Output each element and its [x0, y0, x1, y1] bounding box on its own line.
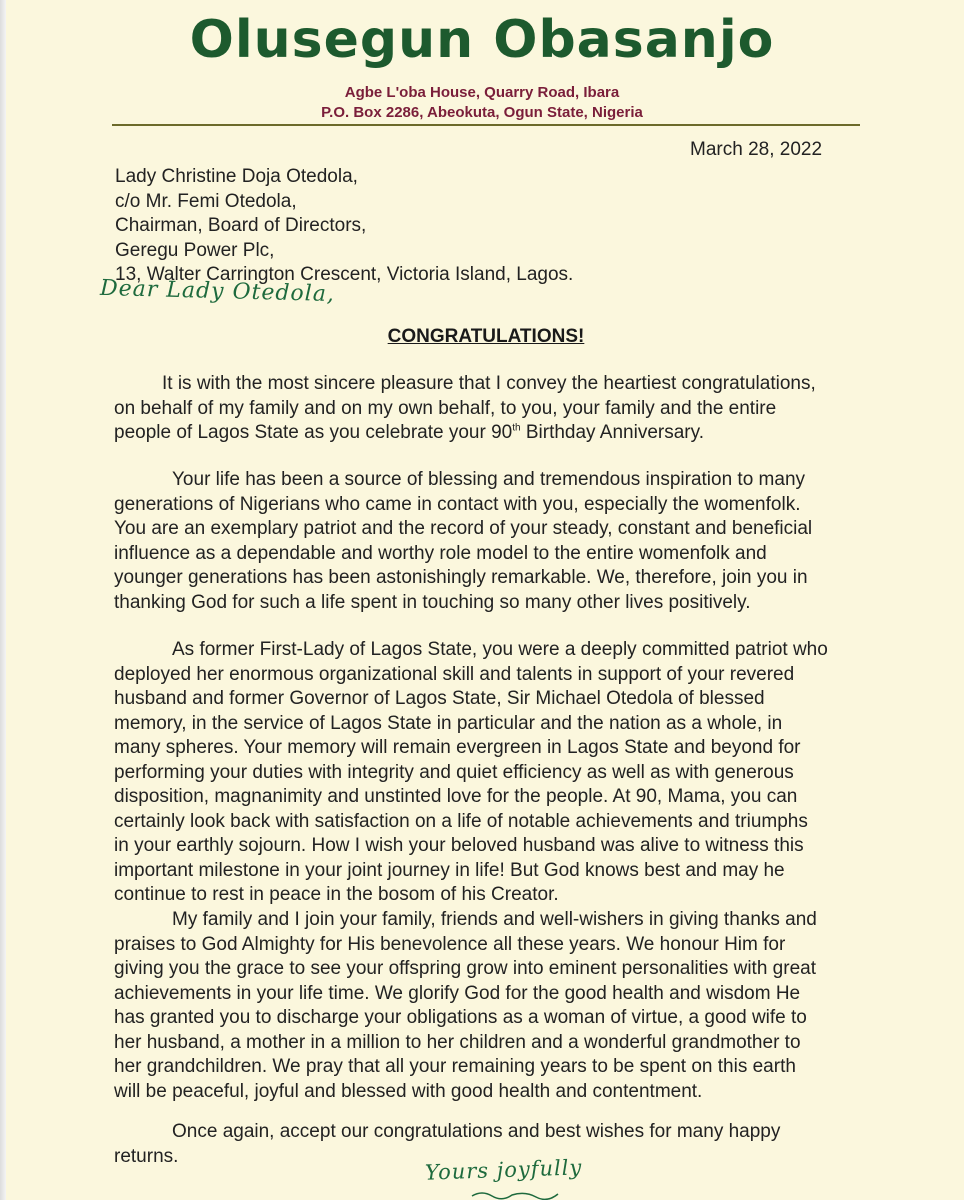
- recipient-line: 13, Walter Carrington Crescent, Victoria Island, Lagos.: [115, 264, 574, 286]
- paragraph-2: [114, 468, 812, 615]
- paragraph-line: younger generations has been astonishingly remarkable. We, therefore, join you in: [114, 567, 808, 588]
- handwritten-closing: Yours joyfully: [424, 1155, 583, 1185]
- paragraph-line: Your life has been a source of blessing and tremendous inspiration to many: [172, 469, 806, 490]
- paragraph-line: returns.: [114, 1145, 179, 1167]
- paragraph-1: [114, 372, 816, 446]
- recipient-line: Chairman, Board of Directors,: [115, 215, 367, 237]
- paragraph-line: My family and I join your family, friends and well-wishers in giving thanks and: [172, 909, 817, 930]
- letterhead-address-line1: Agbe L'oba House, Quarry Road, Ibara: [344, 84, 620, 101]
- paragraph-line: her husband, a mother in a million to her children and a wonderful grandmother to: [114, 1031, 801, 1053]
- paragraph-line: thanking God for such a life spent in touching so many other lives positively.: [114, 591, 751, 613]
- letterhead-address-line2: P.O. Box 2286, Abeokuta, Ogun State, Nigeria: [321, 104, 643, 121]
- paragraph-line: has granted you to discharge your obligations as a woman of virtue, a good wife to: [114, 1007, 807, 1028]
- recipient-line: c/o Mr. Femi Otedola,: [115, 190, 297, 212]
- letter-date: March 28, 2022: [690, 139, 823, 160]
- paragraph-line: giving you the grace to see your offspring grow into eminent personalities with great: [114, 958, 816, 979]
- paragraph-4: [114, 908, 817, 1104]
- paragraph-line: disposition, magnanimity and unstinted love for the people. At 90, Mama, you can: [114, 786, 798, 807]
- paragraph-line: deployed her enormous organizational skill and talents in support of your revered: [114, 663, 795, 685]
- letter-heading: CONGRATULATIONS!: [387, 326, 585, 347]
- paragraph-line: memory, in the service of Lagos State in particular and the nation as a whole, in: [114, 712, 783, 734]
- letterhead-divider: [112, 124, 860, 126]
- paragraph-line: performing your duties with integrity and quiet efficiency as well as with generous: [114, 761, 794, 783]
- ordinal-suffix: th: [512, 422, 521, 434]
- recipient-line: Lady Christine Doja Otedola,: [115, 166, 358, 187]
- paragraph-line: Once again, accept our congratulations and best wishes for many happy: [172, 1121, 781, 1142]
- paragraph-line: It is with the most sincere pleasure that I convey the heartiest congratulations,: [162, 373, 816, 394]
- paragraph-line: continue to rest in peace in the bosom of his Creator.: [114, 884, 559, 905]
- paragraph-line: her grandchildren. We pray that all your remaining years to be spent on this earth: [114, 1056, 796, 1077]
- paragraph-3: [114, 638, 828, 908]
- paragraph-line: influence as a dependable and worthy role model to the entire womenfolk and: [114, 542, 767, 564]
- paragraph-line: certainly look back with satisfaction on a life of notable achievements and triumphs: [114, 810, 808, 832]
- recipient-line: Geregu Power Plc,: [115, 239, 275, 261]
- paragraph-line: important milestone in your joint journey in life! But God knows best and may he: [114, 859, 785, 881]
- signature-scrawl: [470, 1188, 560, 1200]
- paragraph-line: achievements in your life time. We glorify God for the good health and wisdom He: [114, 982, 801, 1004]
- paragraph-line: praises to God Almighty for His benevolence all these years. We honour Him for: [114, 933, 786, 955]
- paragraph-line: in your earthly sojourn. How I wish your beloved husband was alive to witness this: [114, 835, 804, 856]
- paragraph-line: As former First-Lady of Lagos State, you were a deeply committed patriot who: [172, 639, 828, 660]
- paragraph-line: generations of Nigerians who came in contact with you, especially the womenfolk.: [114, 493, 801, 515]
- recipient-address: [115, 165, 573, 288]
- paragraph-line: will be peaceful, joyful and blessed with good health and contentment.: [114, 1080, 703, 1102]
- handwritten-salutation: Dear Lady Otedola,: [99, 275, 336, 308]
- paragraph-line: many spheres. Your memory will remain evergreen in Lagos State and beyond for: [114, 737, 801, 758]
- line-text: Birthday Anniversary.: [520, 422, 704, 443]
- letterhead-name: Olusegun Obasanjo: [189, 10, 775, 70]
- paragraph-line: on behalf of my family and on my own behalf, to you, your family and the entire: [114, 397, 777, 419]
- paragraph-line: husband and former Governor of Lagos State, Sir Michael Otedola of blessed: [114, 688, 765, 709]
- line-text: people of Lagos State as you celebrate your 90: [114, 422, 513, 443]
- paragraph-line: [114, 421, 816, 446]
- paragraph-line: You are an exemplary patriot and the record of your steady, constant and beneficial: [114, 518, 813, 539]
